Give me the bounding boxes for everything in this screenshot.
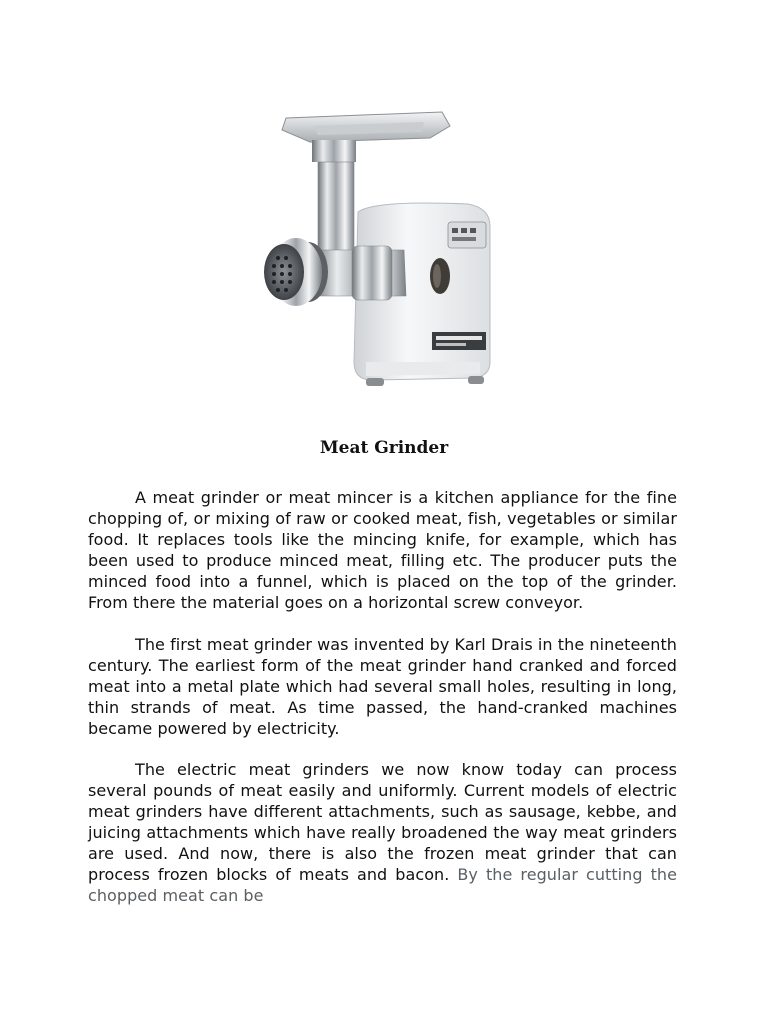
document-title: Meat Grinder (319, 438, 449, 458)
paragraph-3 (88, 759, 677, 906)
paragraph-3-main: The electric meat grinders we now know today can process several pounds of meat easily and uniformly. Current models of electric meat grinders have different attachments, such as sausage, kebbe, and juicing attachments which have really broadened the way meat grinders are used. And now, there is also the frozen meat grinder that can process frozen blocks of meats and bacon. (88, 760, 677, 884)
paragraph-3-tail: By the regular cutting the chopped meat can be (88, 865, 678, 905)
paragraph-1: A meat grinder or meat mincer is a kitchen appliance for the fine chopping of, or mixing of raw or cooked meat, fish, vegetables or similar food. It replaces tools like the mincing knife, for example, which has been used to produce minced meat, filling etc. The producer puts the minced food into a funnel, which is placed on the top of the grinder. From there the material goes on a horizontal screw conveyor. (88, 488, 677, 612)
paragraph-2: The first meat grinder was invented by Karl Drais in the nineteenth century. The earliest form of the meat grinder hand cranked and forced meat into a metal plate which had several small holes, resulting in long, thin strands of meat. As time passed, the hand-cranked machines became powered by electricity. (88, 635, 677, 738)
meat-grinder-image (254, 100, 506, 405)
document-body (88, 487, 677, 927)
